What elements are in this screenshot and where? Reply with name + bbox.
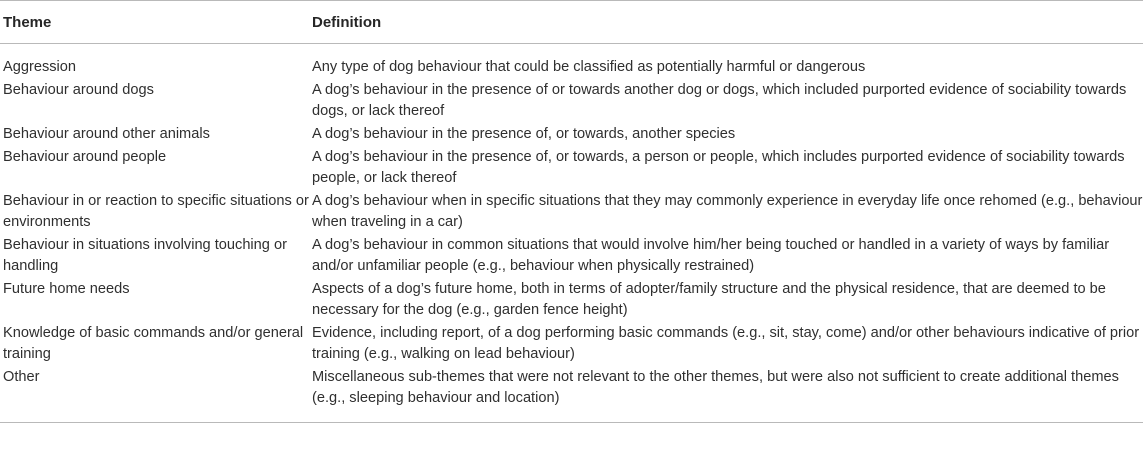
definition-cell: A dog’s behaviour in the presence of or towards another dog or dogs, which included purported evidence of sociability towards dogs, or lack thereof <box>312 82 1127 119</box>
table-row <box>0 80 1143 124</box>
definition-cell: A dog’s behaviour in the presence of, or towards, a person or people, which includes purported evidence of sociability towards people, or lack thereof <box>312 149 1125 186</box>
table-row <box>0 279 1143 323</box>
theme-cell: Aggression <box>3 59 77 75</box>
definition-cell: Aspects of a dog’s future home, both in terms of adopter/family structure and the physical residence, that are deemed to be necessary for the dog (e.g., garden fence height) <box>312 281 1106 318</box>
header-row <box>0 1 1143 44</box>
definition-cell: A dog’s behaviour when in specific situations that they may commonly experience in everyday life once rehomed (e.g., behaviour when traveling in a car) <box>312 193 1143 230</box>
table-row <box>0 44 1143 81</box>
table-row <box>0 147 1143 191</box>
theme-cell: Future home needs <box>3 281 130 297</box>
definition-cell: Any type of dog behaviour that could be classified as potentially harmful or dangerous <box>312 59 866 75</box>
definition-cell: Evidence, including report, of a dog performing basic commands (e.g., sit, stay, come) and/or other behaviours indicative of prior training (e.g., walking on lead behaviour) <box>312 325 1140 362</box>
header-definition: Definition <box>312 13 382 31</box>
theme-cell: Knowledge of basic commands and/or general training <box>3 325 304 362</box>
table-row <box>0 191 1143 235</box>
theme-cell: Behaviour around dogs <box>3 82 154 98</box>
theme-cell: Other <box>3 369 40 385</box>
definition-cell: Miscellaneous sub-themes that were not relevant to the other themes, but were also not sufficient to create additional themes (e.g., sleeping behaviour and location) <box>312 369 1119 406</box>
table-row <box>0 367 1143 423</box>
table-header <box>0 1 1143 44</box>
theme-cell: Behaviour in or reaction to specific situations or environments <box>3 193 309 230</box>
definition-cell: A dog’s behaviour in the presence of, or towards, another species <box>312 126 736 142</box>
table-row <box>0 124 1143 147</box>
table-row <box>0 235 1143 279</box>
table-body <box>0 44 1143 423</box>
definition-cell: A dog’s behaviour in common situations that would involve him/her being touched or handled in a variety of ways by familiar and/or unfamiliar people (e.g., behaviour when physically restrained) <box>312 237 1110 274</box>
table-row <box>0 323 1143 367</box>
theme-cell: Behaviour in situations involving touching or handling <box>3 237 287 274</box>
theme-cell: Behaviour around people <box>3 149 167 165</box>
theme-cell: Behaviour around other animals <box>3 126 210 142</box>
header-theme: Theme <box>3 13 52 31</box>
